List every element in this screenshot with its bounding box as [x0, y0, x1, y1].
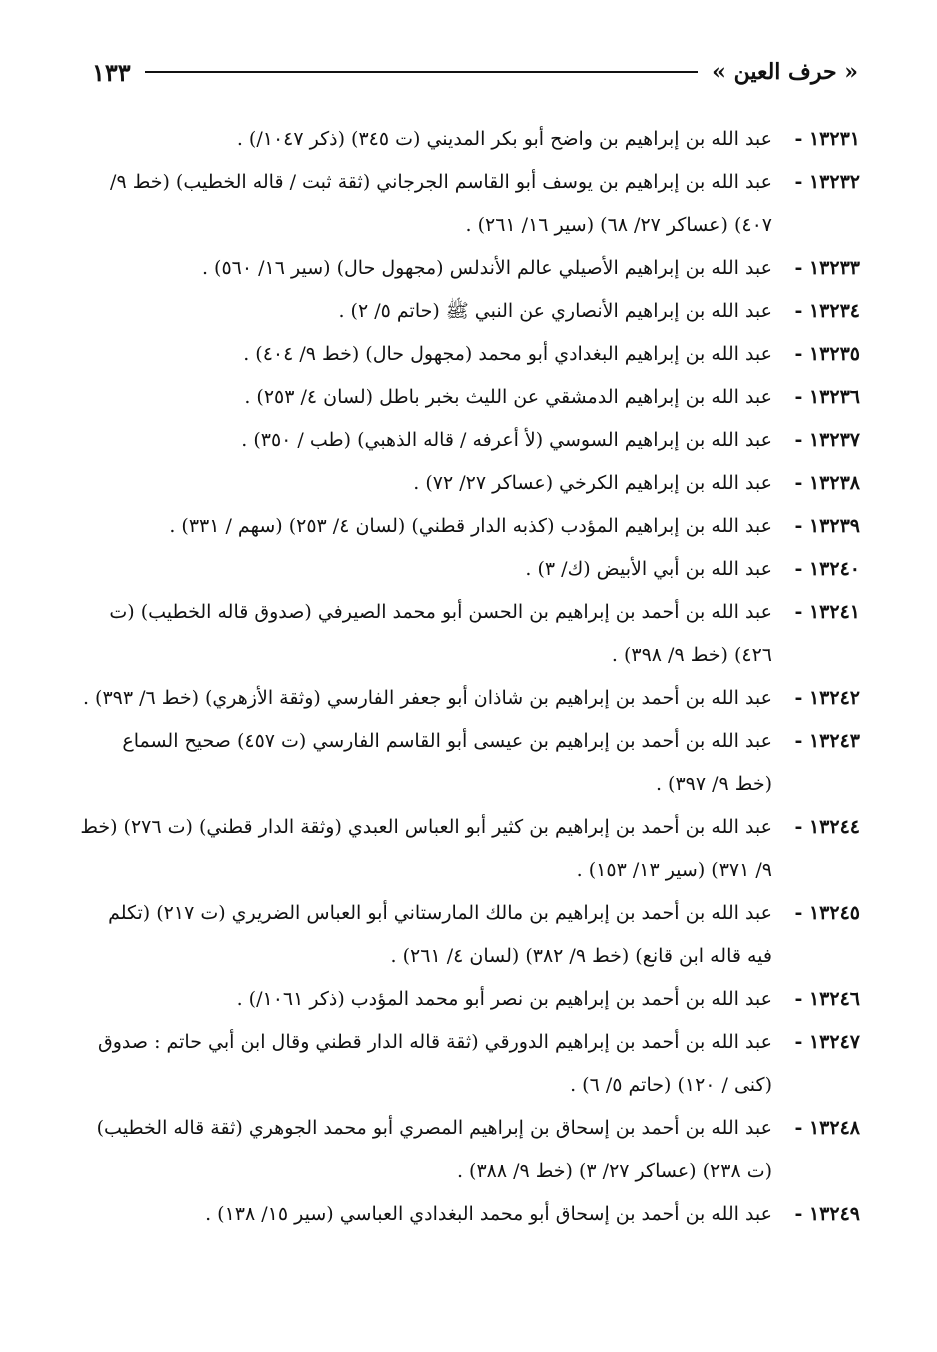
entry-text: عبد الله بن إبراهيم بن يوسف أبو القاسم الجرجاني (ثقة ثبت / قاله الخطيب) (خط ٩/ ٤٠٧) (عساكر ٢٧/ ٦٨) (سير ١٦/ ٢٦١) .: [110, 171, 772, 236]
entry-text: عبد الله بن أحمد بن إبراهيم بن عيسى أبو القاسم الفارسي (ت ٤٥٧) صحيح السماع (خط ٩/ ٣٩٧) .: [122, 730, 772, 795]
list-item: [80, 290, 860, 333]
list-item: [80, 333, 860, 376]
entry-number: ١٣٢٣١ -: [794, 128, 860, 150]
list-item: [80, 677, 860, 720]
list-item: [80, 720, 860, 806]
entry-number: ١٣٢٣٤ -: [794, 300, 860, 322]
page-header: [92, 52, 858, 92]
list-item: [80, 505, 860, 548]
entry-text: عبد الله بن أحمد بن إبراهيم بن نصر أبو محمد المؤدب (ذكر ١٠٦١/) .: [236, 988, 772, 1010]
entry-text: عبد الله بن إبراهيم الأنصاري عن النبي ﷺ (حاتم ٥/ ٢) .: [338, 300, 772, 322]
entry-text: عبد الله بن أحمد بن إبراهيم بن كثير أبو العباس العبدي (وثقة الدار قطني) (ت ٢٧٦) (خط ٩/ ٣٧١) (سير ١٣/ ١٥٣) .: [80, 816, 772, 881]
entry-text: عبد الله بن أحمد بن إبراهيم بن الحسن أبو محمد الصيرفي (صدوق قاله الخطيب) (ت ٤٢٦) (خط ٩/ ٣٩٨) .: [109, 601, 772, 666]
chapter-title: « حرف العين »: [712, 59, 858, 85]
page-number: ١٣٣: [92, 57, 131, 87]
entry-number: ١٣٢٣٢ -: [794, 171, 860, 193]
list-item: [80, 247, 860, 290]
entry-text: عبد الله بن أحمد بن إسحاق أبو محمد البغدادي العباسي (سير ١٥/ ١٣٨) .: [205, 1203, 772, 1225]
list-item: [80, 892, 860, 978]
list-item: [80, 806, 860, 892]
entry-text: عبد الله بن إبراهيم بن واضح أبو بكر المديني (ت ٣٤٥) (ذكر ١٠٤٧/) .: [236, 128, 772, 150]
entry-text: عبد الله بن إبراهيم السوسي (لأ أعرفه / قاله الذهبي) (طب / ٣٥٠) .: [241, 429, 772, 451]
entry-text: عبد الله بن أحمد بن إسحاق بن إبراهيم المصري أبو محمد الجوهري (ثقة قاله الخطيب) (ت ٢٣٨) (عساكر ٢٧/ ٣) (خط ٩/ ٣٨٨) .: [96, 1117, 772, 1182]
entry-text: عبد الله بن أبي الأبيض (ك/ ٣) .: [525, 558, 772, 580]
entry-text: عبد الله بن إبراهيم المؤدب (كذبه الدار قطني) (لسان ٤/ ٢٥٣) (سهم / ٣٣١) .: [169, 515, 772, 537]
entry-text: عبد الله بن إبراهيم الكرخي (عساكر ٢٧/ ٧٢) .: [413, 472, 772, 494]
entry-number: ١٣٢٤٣ -: [794, 730, 860, 752]
entry-number: ١٣٢٤٢ -: [794, 687, 860, 709]
list-item: [80, 1193, 860, 1236]
entry-number: ١٣٢٤١ -: [794, 601, 860, 623]
list-item: [80, 118, 860, 161]
entry-number: ١٣٢٣٣ -: [794, 257, 860, 279]
entry-text: عبد الله بن إبراهيم الأصيلي عالم الأندلس (مجهول حال) (سير ١٦/ ٥٦٠) .: [201, 257, 772, 279]
entry-number: ١٣٢٣٧ -: [794, 429, 860, 451]
entry-text: عبد الله بن أحمد بن إبراهيم بن مالك المارستاني أبو العباس الضريري (ت ٢١٧) (تكلم فيه قاله ابن قانع) (خط ٩/ ٣٨٢) (لسان ٤/ ٢٦١) .: [108, 902, 772, 967]
entry-text: عبد الله بن أحمد بن إبراهيم بن شاذان أبو جعفر الفارسي (وثقة الأزهري) (خط ٦/ ٣٩٣) .: [82, 687, 772, 709]
entry-text: عبد الله بن إبراهيم البغدادي أبو محمد (مجهول حال) (خط ٩/ ٤٠٤) .: [243, 343, 772, 365]
list-item: [80, 161, 860, 247]
entry-number: ١٣٢٣٦ -: [794, 386, 860, 408]
entry-number: ١٣٢٣٨ -: [794, 472, 860, 494]
list-item: [80, 1021, 860, 1107]
entries-list: [80, 118, 860, 1236]
entry-text: عبد الله بن إبراهيم الدمشقي عن الليث بخبر باطل (لسان ٤/ ٢٥٣) .: [244, 386, 772, 408]
entry-number: ١٣٢٤٥ -: [794, 902, 860, 924]
list-item: [80, 419, 860, 462]
list-item: [80, 1107, 860, 1193]
entry-number: ١٣٢٤٠ -: [794, 558, 860, 580]
list-item: [80, 462, 860, 505]
list-item: [80, 591, 860, 677]
entry-number: ١٣٢٣٩ -: [794, 515, 860, 537]
entry-number: ١٣٢٣٥ -: [794, 343, 860, 365]
entry-number: ١٣٢٤٦ -: [794, 988, 860, 1010]
entry-number: ١٣٢٤٤ -: [794, 816, 860, 838]
list-item: [80, 376, 860, 419]
header-divider: [145, 71, 698, 73]
entry-text: عبد الله بن أحمد بن إبراهيم الدورقي (ثقة قاله الدار قطني وقال ابن أبي حاتم : صدوق (كنى / ١٢٠) (حاتم ٥/ ٦) .: [98, 1031, 772, 1096]
entry-number: ١٣٢٤٨ -: [794, 1117, 860, 1139]
entry-number: ١٣٢٤٩ -: [794, 1203, 860, 1225]
list-item: [80, 978, 860, 1021]
list-item: [80, 548, 860, 591]
entry-number: ١٣٢٤٧ -: [794, 1031, 860, 1053]
